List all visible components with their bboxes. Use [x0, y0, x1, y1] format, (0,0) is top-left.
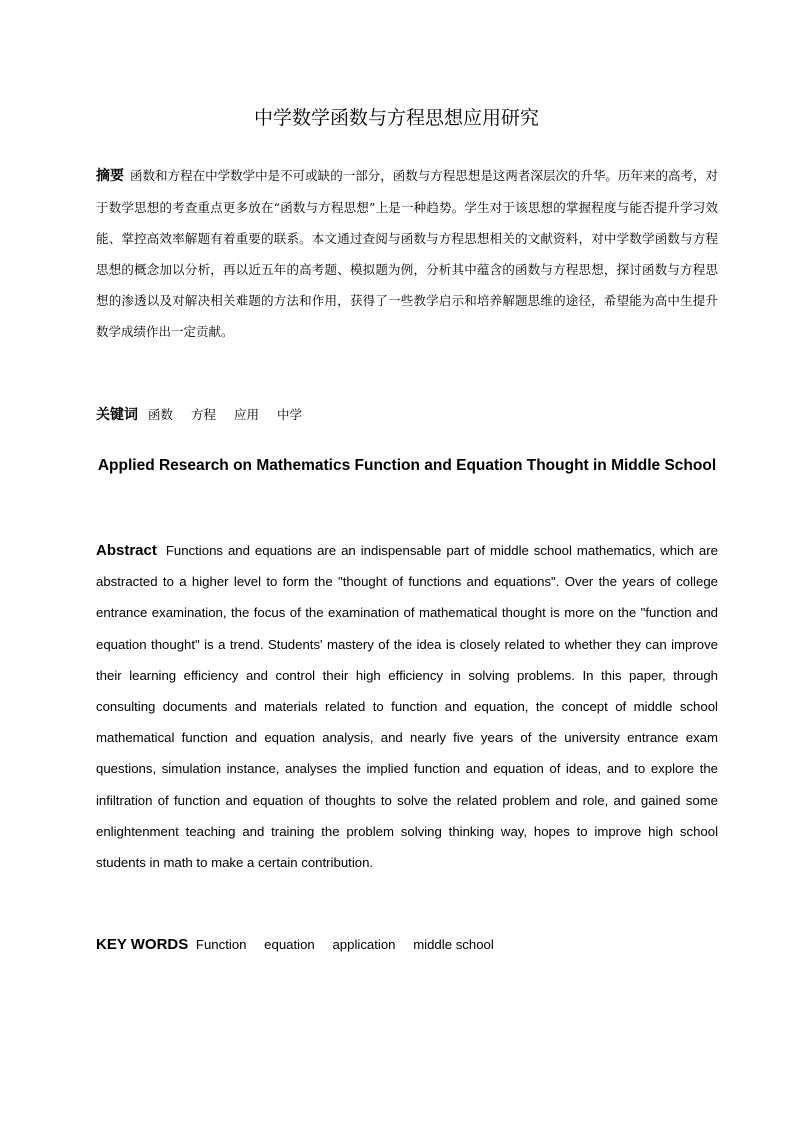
chinese-keyword: 应用 — [233, 407, 259, 422]
chinese-abstract-text: 函数和方程在中学数学中是不可或缺的一部分，函数与方程思想是这两者深层次的升华。历年来的高考，对于数学思想的考查重点更多放在“函数与方程思想”上是一种趋势。学生对于该思想的掌握程度与能否提升学习效能、掌控高效率解题有着重要的联系。本文通过查阅与函数与方程思想相关的文献资料，对中学数学函数与方程思想的概念加以分析，再以近五年的高考题、模拟题为例，分析其中蕴含的函数与方程思想，探讨函数与方程思想的渗透以及对解决相关难题的方法和作用，获得了一些教学启示和培养解题思维的途径，希望能为高中生提升数学成绩作出一定贡献。 — [96, 168, 718, 339]
chinese-keyword: 方程 — [190, 407, 216, 422]
chinese-keyword: 中学 — [276, 407, 302, 422]
english-keyword: middle school — [413, 937, 494, 952]
english-keyword: Function — [195, 937, 247, 952]
chinese-abstract-label: 摘要 — [96, 168, 125, 184]
english-abstract-label: Abstract — [96, 542, 157, 559]
english-keyword: application — [332, 937, 396, 952]
chinese-title: 中学数学函数与方程思想应用研究 — [253, 107, 539, 129]
english-keywords-label: KEY WORDS — [96, 936, 189, 953]
chinese-keywords — [96, 401, 718, 429]
english-keywords — [96, 931, 718, 959]
chinese-keywords-label: 关键词 — [96, 407, 138, 423]
chinese-abstract — [96, 160, 718, 347]
english-abstract — [96, 535, 718, 878]
english-abstract-text: Functions and equations are an indispensable part of middle school mathematics, which are abstracted to a higher level to form the "thought of functions and equations". Over the years of college entrance examination, the focus of the examination of mathematical thought is more on the "function and equation thought" is a trend. Students' mastery of the idea is closely related to whether they can improve their learning efficiency and control their high efficiency in solving problems. In this paper, through consulting documents and materials related to function and equation, the concept of middle school mathematical function and equation analysis, and nearly five years of the university entrance exam questions, simulation instance, analyses the implied function and equation of ideas, and to explore the infiltration of function and equation of thoughts to solve the related problem and role, and gained some enlightenment teaching and training the problem solving thinking way, hopes to improve high school students in math to make a certain contribution. — [96, 543, 718, 871]
chinese-keyword: 函数 — [147, 407, 173, 422]
english-title: Applied Research on Mathematics Function and Equation Thought in Middle School — [97, 457, 717, 474]
english-keyword: equation — [264, 937, 315, 952]
